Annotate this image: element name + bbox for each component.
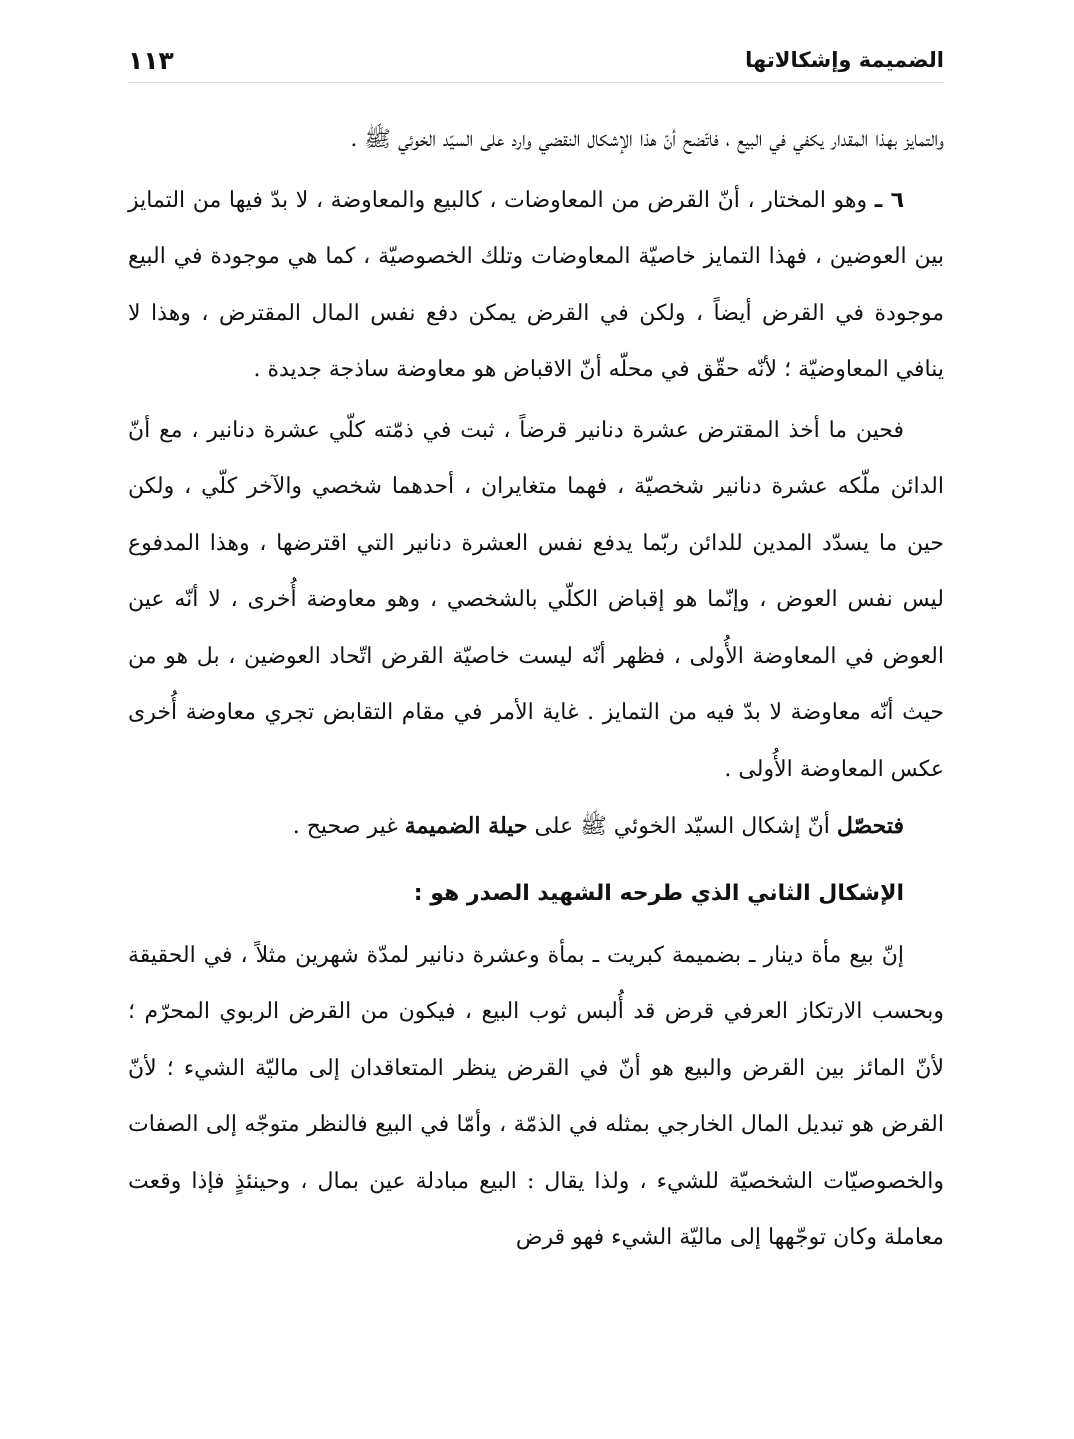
running-title: الضميمة وإشكالاتها [745,48,944,72]
paragraph-3: فحين ما أخذ المقترض عشرة دنانير قرضاً ، ثبت في ذمّته كلّي عشرة دنانير ، مع أنّ الدائن ملّكه عشرة دنانير شخصيّة ، فهما متغايران ، أحدهما شخصي والآخر كلّي ، ولكن حين ما يسدّد المدين للدائن ربّما يدفع نفس العشرة دنانير التي اقترضها ، وهذا المدفوع ليس نفس العوض ، وإنّما هو إقباض الكلّي بالشخصي ، وهو معاوضة أُخرى ، لا أنّه عين العوض في المعاوضة الأُولى ، فظهر أنّه ليست خاصيّة القرض اتّحاد العوضين ، بل هو من حيث أنّه معاوضة لا بدّ فيه من التمايز . غاية الأمر في مقام التقابض تجري معاوضة أُخرى عكس المعاوضة الأُولى . [128,417,944,782]
conclusion-text-1: أنّ إشكال السيّد الخوئي ﷺ على [534,814,830,839]
paragraph-4: إنّ بيع مأة دينار ـ بضميمة كبريت ـ بمأة وعشرة دنانير لمدّة شهرين مثلاً ، في الحقيقة وبحسب الارتكاز العرفي قرض قد أُلبس ثوب البيع ، فيكون من القرض الربوي المحرّم ؛ لأنّ المائز بين القرض والبيع هو أنّ في القرض ينظر المتعاقدان إلى ماليّة الشيء ؛ لأنّ القرض هو تبديل المال الخارجي بمثله في الذمّة ، وأمّا في البيع فالنظر متوجّه إلى الصفات والخصوصيّات الشخصيّة للشيء ، ولذا يقال : البيع مبادلة عين بمال ، وحينئذٍ فإذا وقعت معاملة وكان توجّهها إلى ماليّة الشيء فهو قرض [128,942,944,1250]
conclusion-bold-term: حيلة الضميمة [404,813,528,839]
paragraph-2 [128,173,944,399]
conclusion-line [128,798,944,856]
conclusion-text-2: غير صحيح . [292,814,398,839]
paragraph-2-number: ٦ ـ [874,187,904,213]
page-header [128,40,944,80]
page-body [128,112,944,1267]
conclusion-bold-lead: فتحصّل [836,813,904,839]
paragraph-1: والتمايز بهذا المقدار يكفي في البيع ، فاتّضح أنّ هذا الإشكال النقضي وارد على السيّد الخوئي ﷺ . [350,127,944,152]
paragraph-2-text: وهو المختار ، أنّ القرض من المعاوضات ، كالبيع والمعاوضة ، لا بدّ فيها من التمايز بين العوضين ، فهذا التمايز خاصيّة المعاوضات وتلك الخصوصيّة ، كما هي موجودة في البيع موجودة في القرض أيضاً ، ولكن في القرض يمكن دفع نفس المال المقترض ، وهذا لا ينافي المعاوضيّة ؛ لأنّه حقّق في محلّه أنّ الاقباض هو معاوضة ساذجة جديدة . [128,187,944,382]
section-heading: الإشكال الثاني الذي طرحه الشهيد الصدر هو : [413,880,904,906]
header-divider [128,82,944,83]
page-number: ١١٣ [128,45,174,75]
